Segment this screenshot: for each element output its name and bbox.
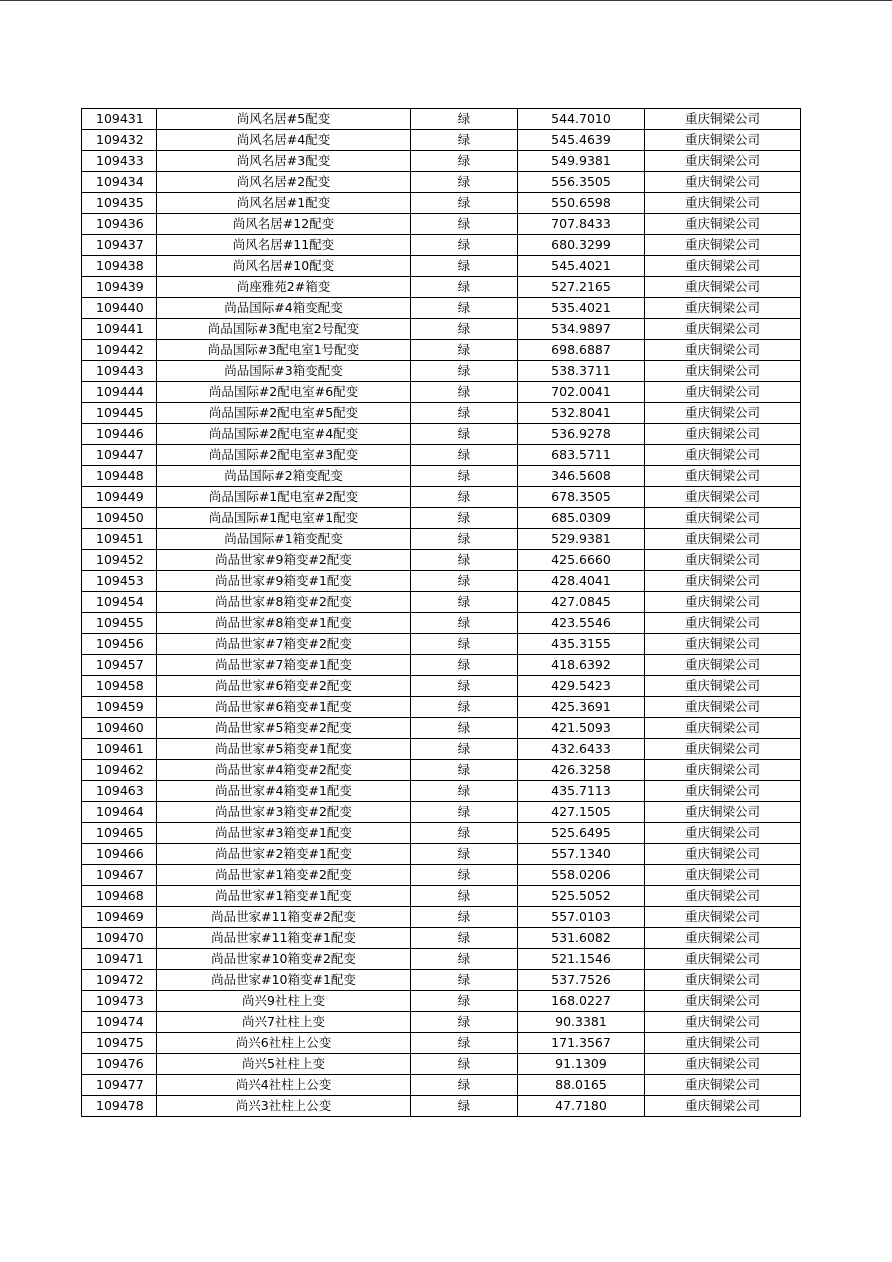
- cell-company: 重庆铜梁公司: [645, 760, 801, 781]
- cell-transformer-name: 尚风名居#12配变: [157, 214, 411, 235]
- cell-company: 重庆铜梁公司: [645, 781, 801, 802]
- table-row: [82, 781, 801, 802]
- cell-id: 109454: [82, 592, 157, 613]
- cell-id: 109447: [82, 445, 157, 466]
- cell-value: 536.9278: [518, 424, 645, 445]
- cell-status-color: 绿: [411, 508, 518, 529]
- cell-transformer-name: 尚品国际#3配电室2号配变: [157, 319, 411, 340]
- table-row: [82, 172, 801, 193]
- cell-id: 109442: [82, 340, 157, 361]
- cell-id: 109433: [82, 151, 157, 172]
- cell-status-color: 绿: [411, 466, 518, 487]
- cell-id: 109476: [82, 1054, 157, 1075]
- cell-transformer-name: 尚品世家#4箱变#1配变: [157, 781, 411, 802]
- cell-status-color: 绿: [411, 277, 518, 298]
- cell-status-color: 绿: [411, 235, 518, 256]
- cell-value: 557.0103: [518, 907, 645, 928]
- cell-transformer-name: 尚品世家#2箱变#1配变: [157, 844, 411, 865]
- table-row: [82, 382, 801, 403]
- cell-transformer-name: 尚品世家#5箱变#1配变: [157, 739, 411, 760]
- cell-value: 531.6082: [518, 928, 645, 949]
- cell-company: 重庆铜梁公司: [645, 466, 801, 487]
- cell-status-color: 绿: [411, 445, 518, 466]
- cell-transformer-name: 尚品国际#1配电室#2配变: [157, 487, 411, 508]
- cell-value: 346.5608: [518, 466, 645, 487]
- cell-company: 重庆铜梁公司: [645, 172, 801, 193]
- table-row: [82, 550, 801, 571]
- cell-company: 重庆铜梁公司: [645, 823, 801, 844]
- cell-value: 418.6392: [518, 655, 645, 676]
- cell-value: 556.3505: [518, 172, 645, 193]
- cell-transformer-name: 尚品世家#10箱变#2配变: [157, 949, 411, 970]
- cell-value: 558.0206: [518, 865, 645, 886]
- cell-company: 重庆铜梁公司: [645, 151, 801, 172]
- table-row: [82, 907, 801, 928]
- cell-transformer-name: 尚兴9社柱上变: [157, 991, 411, 1012]
- table-row: [82, 802, 801, 823]
- cell-id: 109477: [82, 1075, 157, 1096]
- cell-status-color: 绿: [411, 760, 518, 781]
- cell-value: 525.5052: [518, 886, 645, 907]
- cell-value: 421.5093: [518, 718, 645, 739]
- table-row: [82, 634, 801, 655]
- cell-transformer-name: 尚品世家#5箱变#2配变: [157, 718, 411, 739]
- cell-value: 549.9381: [518, 151, 645, 172]
- cell-company: 重庆铜梁公司: [645, 697, 801, 718]
- cell-status-color: 绿: [411, 172, 518, 193]
- table-row: [82, 1012, 801, 1033]
- cell-id: 109465: [82, 823, 157, 844]
- cell-id: 109446: [82, 424, 157, 445]
- cell-id: 109445: [82, 403, 157, 424]
- cell-status-color: 绿: [411, 1096, 518, 1117]
- table-row: [82, 823, 801, 844]
- cell-company: 重庆铜梁公司: [645, 340, 801, 361]
- cell-transformer-name: 尚品国际#1配电室#1配变: [157, 508, 411, 529]
- cell-transformer-name: 尚品国际#2箱变配变: [157, 466, 411, 487]
- cell-company: 重庆铜梁公司: [645, 319, 801, 340]
- cell-status-color: 绿: [411, 781, 518, 802]
- cell-company: 重庆铜梁公司: [645, 235, 801, 256]
- cell-id: 109443: [82, 361, 157, 382]
- cell-value: 168.0227: [518, 991, 645, 1012]
- cell-status-color: 绿: [411, 970, 518, 991]
- table-row: [82, 991, 801, 1012]
- cell-company: 重庆铜梁公司: [645, 277, 801, 298]
- cell-company: 重庆铜梁公司: [645, 655, 801, 676]
- table-row: [82, 403, 801, 424]
- table-row: [82, 886, 801, 907]
- cell-value: 429.5423: [518, 676, 645, 697]
- cell-value: 435.7113: [518, 781, 645, 802]
- cell-status-color: 绿: [411, 319, 518, 340]
- table-row: [82, 655, 801, 676]
- table-row: [82, 592, 801, 613]
- table-row: [82, 361, 801, 382]
- cell-status-color: 绿: [411, 928, 518, 949]
- cell-transformer-name: 尚品国际#2配电室#3配变: [157, 445, 411, 466]
- cell-company: 重庆铜梁公司: [645, 613, 801, 634]
- cell-transformer-name: 尚品世家#8箱变#2配变: [157, 592, 411, 613]
- table-row: [82, 697, 801, 718]
- cell-value: 683.5711: [518, 445, 645, 466]
- cell-status-color: 绿: [411, 361, 518, 382]
- table-row: [82, 109, 801, 130]
- cell-value: 90.3381: [518, 1012, 645, 1033]
- cell-id: 109478: [82, 1096, 157, 1117]
- cell-status-color: 绿: [411, 193, 518, 214]
- cell-value: 557.1340: [518, 844, 645, 865]
- cell-company: 重庆铜梁公司: [645, 1096, 801, 1117]
- cell-value: 544.7010: [518, 109, 645, 130]
- cell-company: 重庆铜梁公司: [645, 1033, 801, 1054]
- cell-company: 重庆铜梁公司: [645, 1054, 801, 1075]
- cell-company: 重庆铜梁公司: [645, 109, 801, 130]
- cell-transformer-name: 尚兴6社柱上公变: [157, 1033, 411, 1054]
- table-row: [82, 1075, 801, 1096]
- cell-company: 重庆铜梁公司: [645, 970, 801, 991]
- cell-company: 重庆铜梁公司: [645, 928, 801, 949]
- table-row: [82, 466, 801, 487]
- cell-status-color: 绿: [411, 697, 518, 718]
- cell-value: 427.0845: [518, 592, 645, 613]
- cell-id: 109450: [82, 508, 157, 529]
- cell-transformer-name: 尚风名居#5配变: [157, 109, 411, 130]
- table-row: [82, 865, 801, 886]
- cell-transformer-name: 尚品国际#2配电室#6配变: [157, 382, 411, 403]
- cell-value: 534.9897: [518, 319, 645, 340]
- cell-value: 423.5546: [518, 613, 645, 634]
- table-row: [82, 151, 801, 172]
- cell-value: 88.0165: [518, 1075, 645, 1096]
- table-row: [82, 298, 801, 319]
- cell-transformer-name: 尚品世家#4箱变#2配变: [157, 760, 411, 781]
- cell-value: 47.7180: [518, 1096, 645, 1117]
- cell-transformer-name: 尚品国际#2配电室#4配变: [157, 424, 411, 445]
- table-row: [82, 445, 801, 466]
- cell-status-color: 绿: [411, 151, 518, 172]
- cell-status-color: 绿: [411, 403, 518, 424]
- cell-id: 109437: [82, 235, 157, 256]
- cell-id: 109441: [82, 319, 157, 340]
- page-top-border: [0, 0, 892, 1]
- transformer-data-table: [81, 108, 801, 1117]
- cell-status-color: 绿: [411, 529, 518, 550]
- cell-id: 109436: [82, 214, 157, 235]
- cell-company: 重庆铜梁公司: [645, 361, 801, 382]
- cell-status-color: 绿: [411, 865, 518, 886]
- cell-id: 109431: [82, 109, 157, 130]
- cell-id: 109453: [82, 571, 157, 592]
- cell-id: 109466: [82, 844, 157, 865]
- cell-id: 109449: [82, 487, 157, 508]
- cell-transformer-name: 尚品世家#6箱变#2配变: [157, 676, 411, 697]
- cell-status-color: 绿: [411, 1054, 518, 1075]
- cell-transformer-name: 尚品世家#10箱变#1配变: [157, 970, 411, 991]
- cell-status-color: 绿: [411, 1075, 518, 1096]
- cell-transformer-name: 尚品世家#7箱变#1配变: [157, 655, 411, 676]
- cell-company: 重庆铜梁公司: [645, 487, 801, 508]
- table-row: [82, 970, 801, 991]
- cell-value: 435.3155: [518, 634, 645, 655]
- cell-id: 109464: [82, 802, 157, 823]
- cell-value: 537.7526: [518, 970, 645, 991]
- cell-value: 426.3258: [518, 760, 645, 781]
- cell-status-color: 绿: [411, 487, 518, 508]
- cell-id: 109471: [82, 949, 157, 970]
- cell-id: 109474: [82, 1012, 157, 1033]
- table-row: [82, 1054, 801, 1075]
- cell-transformer-name: 尚品国际#3箱变配变: [157, 361, 411, 382]
- cell-transformer-name: 尚品世家#7箱变#2配变: [157, 634, 411, 655]
- table-row: [82, 319, 801, 340]
- cell-transformer-name: 尚品世家#6箱变#1配变: [157, 697, 411, 718]
- cell-company: 重庆铜梁公司: [645, 718, 801, 739]
- cell-status-color: 绿: [411, 1012, 518, 1033]
- table-row: [82, 424, 801, 445]
- cell-value: 685.0309: [518, 508, 645, 529]
- cell-company: 重庆铜梁公司: [645, 445, 801, 466]
- cell-id: 109434: [82, 172, 157, 193]
- cell-value: 521.1546: [518, 949, 645, 970]
- cell-transformer-name: 尚风名居#10配变: [157, 256, 411, 277]
- table-row: [82, 130, 801, 151]
- cell-id: 109475: [82, 1033, 157, 1054]
- cell-id: 109467: [82, 865, 157, 886]
- cell-transformer-name: 尚品世家#3箱变#2配变: [157, 802, 411, 823]
- cell-transformer-name: 尚兴5社柱上变: [157, 1054, 411, 1075]
- cell-transformer-name: 尚品世家#1箱变#2配变: [157, 865, 411, 886]
- cell-status-color: 绿: [411, 823, 518, 844]
- cell-company: 重庆铜梁公司: [645, 130, 801, 151]
- cell-company: 重庆铜梁公司: [645, 508, 801, 529]
- cell-transformer-name: 尚风名居#2配变: [157, 172, 411, 193]
- cell-value: 545.4639: [518, 130, 645, 151]
- cell-id: 109469: [82, 907, 157, 928]
- cell-id: 109448: [82, 466, 157, 487]
- cell-value: 428.4041: [518, 571, 645, 592]
- table-row: [82, 487, 801, 508]
- cell-company: 重庆铜梁公司: [645, 949, 801, 970]
- cell-id: 109444: [82, 382, 157, 403]
- cell-id: 109460: [82, 718, 157, 739]
- cell-status-color: 绿: [411, 214, 518, 235]
- table-row: [82, 256, 801, 277]
- table-row: [82, 760, 801, 781]
- table-row: [82, 1096, 801, 1117]
- table-row: [82, 214, 801, 235]
- cell-status-color: 绿: [411, 424, 518, 445]
- cell-status-color: 绿: [411, 130, 518, 151]
- cell-status-color: 绿: [411, 739, 518, 760]
- cell-value: 529.9381: [518, 529, 645, 550]
- cell-id: 109472: [82, 970, 157, 991]
- cell-company: 重庆铜梁公司: [645, 802, 801, 823]
- cell-value: 707.8433: [518, 214, 645, 235]
- table-row: [82, 508, 801, 529]
- cell-id: 109451: [82, 529, 157, 550]
- cell-value: 425.6660: [518, 550, 645, 571]
- cell-company: 重庆铜梁公司: [645, 592, 801, 613]
- cell-company: 重庆铜梁公司: [645, 676, 801, 697]
- cell-status-color: 绿: [411, 676, 518, 697]
- cell-id: 109457: [82, 655, 157, 676]
- cell-company: 重庆铜梁公司: [645, 634, 801, 655]
- cell-value: 702.0041: [518, 382, 645, 403]
- cell-transformer-name: 尚风名居#11配变: [157, 235, 411, 256]
- cell-company: 重庆铜梁公司: [645, 739, 801, 760]
- cell-status-color: 绿: [411, 949, 518, 970]
- cell-company: 重庆铜梁公司: [645, 298, 801, 319]
- cell-company: 重庆铜梁公司: [645, 214, 801, 235]
- cell-id: 109473: [82, 991, 157, 1012]
- cell-value: 527.2165: [518, 277, 645, 298]
- cell-company: 重庆铜梁公司: [645, 550, 801, 571]
- table-row: [82, 844, 801, 865]
- table-row: [82, 340, 801, 361]
- cell-transformer-name: 尚风名居#3配变: [157, 151, 411, 172]
- cell-transformer-name: 尚品国际#4箱变配变: [157, 298, 411, 319]
- cell-transformer-name: 尚品世家#11箱变#2配变: [157, 907, 411, 928]
- cell-status-color: 绿: [411, 718, 518, 739]
- cell-status-color: 绿: [411, 802, 518, 823]
- cell-value: 680.3299: [518, 235, 645, 256]
- cell-transformer-name: 尚兴3社柱上公变: [157, 1096, 411, 1117]
- cell-value: 425.3691: [518, 697, 645, 718]
- cell-value: 525.6495: [518, 823, 645, 844]
- cell-status-color: 绿: [411, 844, 518, 865]
- cell-status-color: 绿: [411, 592, 518, 613]
- cell-company: 重庆铜梁公司: [645, 1012, 801, 1033]
- cell-id: 109455: [82, 613, 157, 634]
- cell-company: 重庆铜梁公司: [645, 991, 801, 1012]
- cell-company: 重庆铜梁公司: [645, 403, 801, 424]
- cell-status-color: 绿: [411, 886, 518, 907]
- cell-company: 重庆铜梁公司: [645, 193, 801, 214]
- cell-company: 重庆铜梁公司: [645, 886, 801, 907]
- table-row: [82, 928, 801, 949]
- cell-status-color: 绿: [411, 991, 518, 1012]
- cell-company: 重庆铜梁公司: [645, 382, 801, 403]
- table-row: [82, 1033, 801, 1054]
- cell-transformer-name: 尚兴4社柱上公变: [157, 1075, 411, 1096]
- cell-status-color: 绿: [411, 256, 518, 277]
- cell-transformer-name: 尚座雅苑2#箱变: [157, 277, 411, 298]
- cell-id: 109438: [82, 256, 157, 277]
- cell-id: 109435: [82, 193, 157, 214]
- cell-transformer-name: 尚品世家#11箱变#1配变: [157, 928, 411, 949]
- cell-id: 109439: [82, 277, 157, 298]
- cell-transformer-name: 尚品世家#9箱变#1配变: [157, 571, 411, 592]
- cell-company: 重庆铜梁公司: [645, 529, 801, 550]
- cell-value: 532.8041: [518, 403, 645, 424]
- cell-id: 109462: [82, 760, 157, 781]
- cell-transformer-name: 尚品国际#3配电室1号配变: [157, 340, 411, 361]
- cell-company: 重庆铜梁公司: [645, 424, 801, 445]
- cell-transformer-name: 尚风名居#4配变: [157, 130, 411, 151]
- cell-status-color: 绿: [411, 571, 518, 592]
- cell-status-color: 绿: [411, 109, 518, 130]
- table-row: [82, 529, 801, 550]
- cell-transformer-name: 尚品国际#2配电室#5配变: [157, 403, 411, 424]
- table-row: [82, 613, 801, 634]
- cell-value: 171.3567: [518, 1033, 645, 1054]
- cell-transformer-name: 尚品世家#8箱变#1配变: [157, 613, 411, 634]
- cell-value: 550.6598: [518, 193, 645, 214]
- cell-id: 109463: [82, 781, 157, 802]
- cell-company: 重庆铜梁公司: [645, 865, 801, 886]
- cell-transformer-name: 尚品世家#9箱变#2配变: [157, 550, 411, 571]
- cell-value: 535.4021: [518, 298, 645, 319]
- cell-value: 91.1309: [518, 1054, 645, 1075]
- cell-transformer-name: 尚风名居#1配变: [157, 193, 411, 214]
- cell-status-color: 绿: [411, 1033, 518, 1054]
- cell-company: 重庆铜梁公司: [645, 1075, 801, 1096]
- cell-status-color: 绿: [411, 907, 518, 928]
- table-row: [82, 676, 801, 697]
- cell-status-color: 绿: [411, 655, 518, 676]
- cell-id: 109459: [82, 697, 157, 718]
- cell-transformer-name: 尚品国际#1箱变配变: [157, 529, 411, 550]
- cell-id: 109458: [82, 676, 157, 697]
- cell-id: 109456: [82, 634, 157, 655]
- table-row: [82, 739, 801, 760]
- cell-value: 427.1505: [518, 802, 645, 823]
- table-row: [82, 949, 801, 970]
- cell-status-color: 绿: [411, 613, 518, 634]
- cell-value: 545.4021: [518, 256, 645, 277]
- table-row: [82, 193, 801, 214]
- cell-id: 109440: [82, 298, 157, 319]
- cell-company: 重庆铜梁公司: [645, 256, 801, 277]
- cell-status-color: 绿: [411, 298, 518, 319]
- cell-status-color: 绿: [411, 382, 518, 403]
- cell-id: 109452: [82, 550, 157, 571]
- cell-value: 432.6433: [518, 739, 645, 760]
- table-row: [82, 571, 801, 592]
- table-row: [82, 277, 801, 298]
- cell-value: 678.3505: [518, 487, 645, 508]
- cell-company: 重庆铜梁公司: [645, 907, 801, 928]
- cell-company: 重庆铜梁公司: [645, 844, 801, 865]
- cell-id: 109468: [82, 886, 157, 907]
- cell-id: 109432: [82, 130, 157, 151]
- table-row: [82, 235, 801, 256]
- cell-status-color: 绿: [411, 340, 518, 361]
- table-row: [82, 718, 801, 739]
- cell-transformer-name: 尚品世家#1箱变#1配变: [157, 886, 411, 907]
- cell-status-color: 绿: [411, 634, 518, 655]
- cell-id: 109461: [82, 739, 157, 760]
- table-body: [82, 109, 801, 1117]
- cell-company: 重庆铜梁公司: [645, 571, 801, 592]
- cell-status-color: 绿: [411, 550, 518, 571]
- cell-value: 698.6887: [518, 340, 645, 361]
- cell-value: 538.3711: [518, 361, 645, 382]
- cell-transformer-name: 尚品世家#3箱变#1配变: [157, 823, 411, 844]
- cell-transformer-name: 尚兴7社柱上变: [157, 1012, 411, 1033]
- cell-id: 109470: [82, 928, 157, 949]
